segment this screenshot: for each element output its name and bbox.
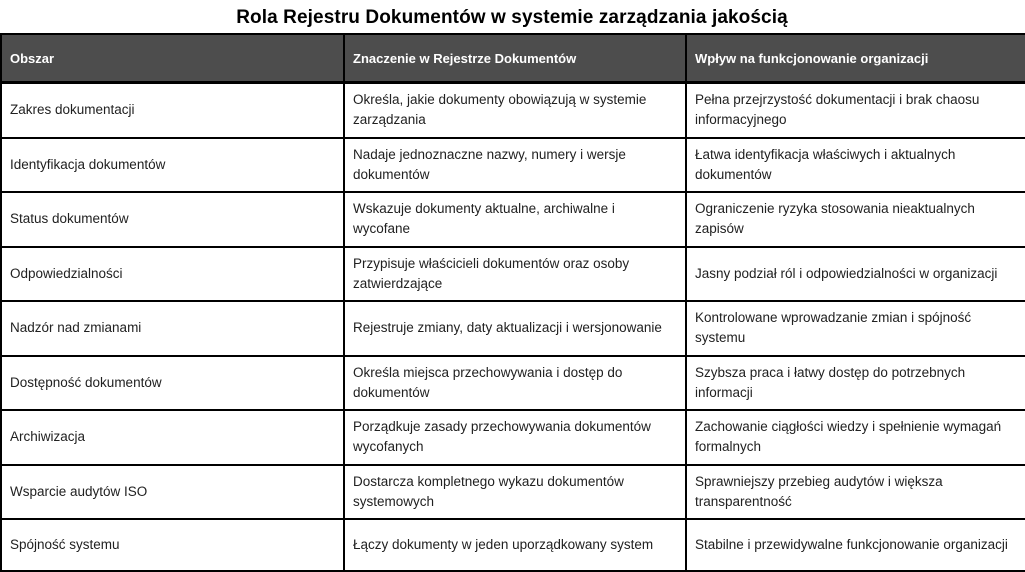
column-header-znaczenie: Znaczenie w Rejestrze Dokumentów [344,34,686,83]
table-row [1,465,1025,520]
cell-area: Archiwizacja [1,410,344,465]
table-row [1,138,1025,193]
cell-impact: Kontrolowane wprowadzanie zmian i spójność systemu [686,301,1025,356]
cell-impact: Ograniczenie ryzyka stosowania nieaktualnych zapisów [686,192,1025,247]
cell-impact: Łatwa identyfikacja właściwych i aktualnych dokumentów [686,138,1025,193]
cell-impact: Stabilne i przewidywalne funkcjonowanie organizacji [686,519,1025,571]
cell-meaning: Rejestruje zmiany, daty aktualizacji i wersjonowanie [344,301,686,356]
cell-impact: Szybsza praca i łatwy dostęp do potrzebnych informacji [686,356,1025,411]
cell-area: Dostępność dokumentów [1,356,344,411]
cell-impact: Zachowanie ciągłości wiedzy i spełnienie wymagań formalnych [686,410,1025,465]
cell-meaning: Przypisuje właścicieli dokumentów oraz osoby zatwierdzające [344,247,686,302]
page-title: Rola Rejestru Dokumentów w systemie zarządzania jakością [236,7,788,28]
cell-area: Zakres dokumentacji [1,83,344,138]
cell-area: Wsparcie audytów ISO [1,465,344,520]
cell-meaning: Łączy dokumenty w jeden uporządkowany system [344,519,686,571]
table-header-row [1,34,1025,83]
table-row [1,247,1025,302]
cell-impact: Sprawniejszy przebieg audytów i większa transparentność [686,465,1025,520]
table-row [1,519,1025,571]
document-register-table [0,33,1025,572]
cell-meaning: Porządkuje zasady przechowywania dokumentów wycofanych [344,410,686,465]
table-row [1,410,1025,465]
table-row [1,192,1025,247]
cell-impact: Pełna przejrzystość dokumentacji i brak chaosu informacyjnego [686,83,1025,138]
cell-meaning: Określa, jakie dokumenty obowiązują w systemie zarządzania [344,83,686,138]
cell-area: Odpowiedzialności [1,247,344,302]
cell-meaning: Dostarcza kompletnego wykazu dokumentów systemowych [344,465,686,520]
cell-meaning: Określa miejsca przechowywania i dostęp do dokumentów [344,356,686,411]
cell-area: Spójność systemu [1,519,344,571]
cell-meaning: Nadaje jednoznaczne nazwy, numery i wersje dokumentów [344,138,686,193]
cell-meaning: Wskazuje dokumenty aktualne, archiwalne i wycofane [344,192,686,247]
cell-area: Status dokumentów [1,192,344,247]
table-row [1,356,1025,411]
table-row [1,83,1025,138]
table-row [1,301,1025,356]
cell-area: Identyfikacja dokumentów [1,138,344,193]
cell-area: Nadzór nad zmianami [1,301,344,356]
cell-impact: Jasny podział ról i odpowiedzialności w organizacji [686,247,1025,302]
column-header-obszar: Obszar [1,34,344,83]
column-header-wplyw: Wpływ na funkcjonowanie organizacji [686,34,1025,83]
